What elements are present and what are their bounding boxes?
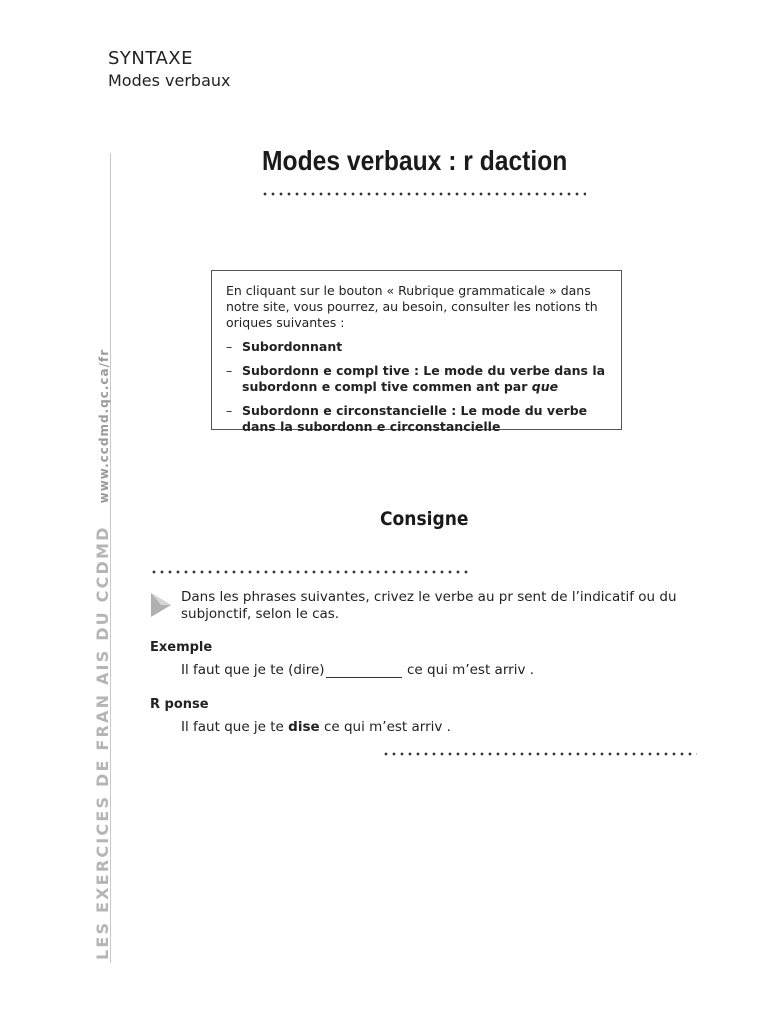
bottom-dotted-rule [382, 752, 697, 756]
consigne-heading: Consigne [380, 508, 469, 530]
list-dash: – [226, 403, 233, 418]
list-dash: – [226, 363, 233, 378]
notion-emphasis: que [531, 379, 559, 394]
answer-blank-line[interactable] [326, 677, 402, 678]
sidebar-url: www.ccdmd.qc.ca/fr [97, 348, 111, 504]
answer-sentence-start: Il faut que je te [181, 719, 284, 735]
answer-sentence [181, 719, 451, 735]
answer-verb: dise [288, 719, 320, 735]
example-label: Exemple [150, 640, 213, 655]
triangle-arrow-icon [150, 592, 172, 622]
title-dotted-rule [261, 192, 586, 196]
section-title: SYNTAXE [108, 48, 194, 69]
list-dash: – [226, 339, 233, 354]
sidebar-vertical-label [93, 349, 112, 960]
answer-label: R ponse [150, 697, 209, 712]
section-subtitle: Modes verbaux [108, 71, 231, 90]
notion-item [226, 339, 607, 355]
notion-label: Subordonnant [242, 339, 343, 354]
notion-item [226, 403, 607, 435]
notions-box [211, 270, 622, 434]
sidebar-collection-name: LES EXERCICES DE FRAN AIS DU CCDMD [93, 525, 112, 960]
notion-label: Subordonn e circonstancielle : Le mode du verbe dans la subordonn e circonstancielle [242, 403, 588, 434]
consigne-dotted-rule [150, 570, 470, 574]
notion-label [242, 363, 607, 395]
consigne-instruction: Dans les phrases suivantes, crivez le verbe au pr sent de l’indicatif ou du subjonctif, selon le cas. [181, 589, 677, 622]
notion-text: Subordonn e compl tive : Le mode du verbe dans la subordonn e compl tive commen ant par [242, 363, 606, 394]
example-sentence-end: ce qui m’est arriv . [407, 662, 535, 678]
notions-intro: En cliquant sur le bouton « Rubrique grammaticale » dans notre site, vous pourrez, au besoin, consulter les notions th oriques suivantes : [226, 283, 598, 330]
page-title: Modes verbaux : r daction [262, 145, 568, 176]
example-sentence-start: Il faut que je te (dire) [181, 662, 325, 678]
notion-item [226, 363, 607, 395]
answer-sentence-end: ce qui m’est arriv . [323, 719, 451, 735]
